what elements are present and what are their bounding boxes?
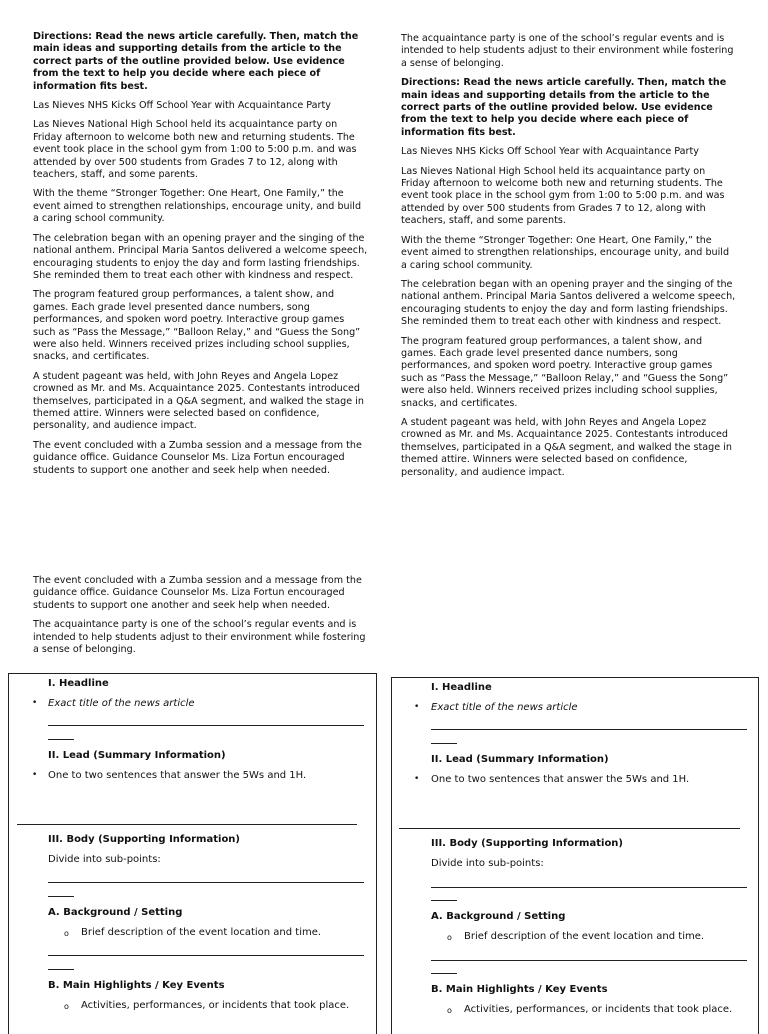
outline-highlights-prompt: Activities, performances, or incidents that took place. bbox=[81, 1000, 350, 1011]
answer-line bbox=[431, 973, 457, 974]
outline-headline-heading: I. Headline bbox=[431, 682, 492, 693]
outline-highlights-prompt: Activities, performances, or incidents that took place. bbox=[464, 1004, 733, 1015]
outline-lead-heading: II. Lead (Summary Information) bbox=[48, 750, 226, 761]
right-article-column bbox=[401, 33, 737, 486]
answer-line bbox=[48, 955, 364, 956]
answer-line bbox=[431, 960, 747, 961]
article-paragraph: A student pageant was held, with John Reyes and Angela Lopez crowned as Mr. and Ms. Acquaintance 2025. Contestants introduced themselves, participated in a Q&A segment, and walked the stage in themed attire. Winners were selected based on confidence, personality, and audience impact. bbox=[33, 370, 364, 432]
outline-highlights-heading: B. Main Highlights / Key Events bbox=[431, 984, 608, 995]
outline-headline-heading: I. Headline bbox=[48, 678, 109, 689]
outline-highlights-heading: B. Main Highlights / Key Events bbox=[48, 980, 225, 991]
answer-line bbox=[399, 828, 740, 829]
outline-body-heading: III. Body (Supporting Information) bbox=[48, 834, 240, 845]
answer-line bbox=[48, 882, 364, 883]
article-paragraph: The acquaintance party is one of the school’s regular events and is intended to help students adjust to their environment while fostering a sense of belonging. bbox=[33, 619, 366, 656]
directions-text: Directions: Read the news article carefully. Then, match the main ideas and supporting details from the article to the correct parts of the outline provided below. Use evidence from the text to help you decide where each piece of information fits best. bbox=[33, 31, 359, 92]
circle-bullet-icon: o bbox=[447, 933, 452, 942]
circle-bullet-icon: o bbox=[64, 1002, 69, 1011]
answer-line bbox=[48, 739, 74, 740]
article-paragraph: The event concluded with a Zumba session and a message from the guidance office. Guidance Counselor Ms. Liza Fortun encouraged students to support one another and seek help when needed. bbox=[33, 439, 362, 476]
outline-background-prompt: Brief description of the event location and time. bbox=[81, 927, 322, 938]
answer-line bbox=[17, 824, 357, 825]
answer-line bbox=[431, 887, 747, 888]
answer-line bbox=[431, 743, 457, 744]
left-article-continuation bbox=[33, 575, 369, 663]
answer-line bbox=[48, 969, 74, 970]
bullet-icon: • bbox=[414, 702, 420, 712]
article-paragraph: The event concluded with a Zumba session and a message from the guidance office. Guidance Counselor Ms. Liza Fortun encouraged students to support one another and seek help when needed. bbox=[33, 575, 362, 611]
article-paragraph: Las Nieves National High School held its acquaintance party on Friday afternoon to welcome both new and returning students. The event took place in the school gym from 1:00 to 5:00 p.m. and was attended by over 500 students from Grades 7 to 12, along with teachers, staff, and some parents. bbox=[401, 165, 725, 227]
article-headline: Las Nieves NHS Kicks Off School Year with Acquaintance Party bbox=[33, 100, 331, 112]
left-article-column bbox=[33, 31, 369, 484]
outline-lead-heading: II. Lead (Summary Information) bbox=[431, 754, 609, 765]
article-paragraph: The celebration began with an opening prayer and the singing of the national anthem. Principal Maria Santos delivered a welcome speech, encouraging students to enjoy the day and form lasting friendships. She reminded them to treat each other with kindness and respect. bbox=[33, 232, 368, 281]
outline-lead-prompt: One to two sentences that answer the 5Ws and 1H. bbox=[431, 774, 690, 785]
article-paragraph: The program featured group performances, a talent show, and games. Each grade level presented dance numbers, song performances, and spoken word poetry. Interactive group games such as “Pass the Message,” “Balloon Relay,” and “Guess the Song” were also held. Winners received prizes including school supplies, snacks, and certificates. bbox=[401, 335, 729, 409]
bullet-icon: • bbox=[32, 698, 38, 708]
answer-line bbox=[431, 729, 747, 730]
outline-panel-right bbox=[391, 677, 759, 1034]
circle-bullet-icon: o bbox=[64, 929, 69, 938]
outline-headline-prompt: Exact title of the news article bbox=[48, 698, 195, 709]
outline-background-heading: A. Background / Setting bbox=[431, 911, 566, 922]
article-paragraph: With the theme “Stronger Together: One Heart, One Family,” the event aimed to strengthen relationships, encourage unity, and build a caring school community. bbox=[33, 188, 362, 225]
answer-line bbox=[48, 896, 74, 897]
outline-background-heading: A. Background / Setting bbox=[48, 907, 183, 918]
circle-bullet-icon: o bbox=[447, 1006, 452, 1015]
article-headline: Las Nieves NHS Kicks Off School Year with Acquaintance Party bbox=[401, 146, 699, 158]
article-paragraph: The program featured group performances, a talent show, and games. Each grade level presented dance numbers, song performances, and spoken word poetry. Interactive group games such as “Pass the Message,” “Balloon Relay,” and “Guess the Song” were also held. Winners received prizes including school supplies, snacks, and certificates. bbox=[33, 289, 361, 363]
outline-panel-left bbox=[8, 673, 377, 1034]
directions-text: Directions: Read the news article carefully. Then, match the main ideas and supporting details from the article to the correct parts of the outline provided below. Use evidence from the text to help you decide where each piece of information fits best. bbox=[401, 77, 727, 138]
outline-subpoints-label: Divide into sub-points: bbox=[431, 858, 544, 869]
outline-subpoints-label: Divide into sub-points: bbox=[48, 854, 161, 865]
article-paragraph: The celebration began with an opening prayer and the singing of the national anthem. Principal Maria Santos delivered a welcome speech, encouraging students to enjoy the day and form lasting friendships. She reminded them to treat each other with kindness and respect. bbox=[401, 278, 736, 328]
article-paragraph: With the theme “Stronger Together: One Heart, One Family,” the event aimed to strengthen relationships, encourage unity, and build a caring school community. bbox=[401, 234, 730, 271]
answer-line bbox=[431, 900, 457, 901]
bullet-icon: • bbox=[32, 770, 38, 780]
article-paragraph: Las Nieves National High School held its acquaintance party on Friday afternoon to welcome both new and returning students. The event took place in the school gym from 1:00 to 5:00 p.m. and was attended by over 500 students from Grades 7 to 12, along with teachers, staff, and some parents. bbox=[33, 119, 357, 181]
outline-body-heading: III. Body (Supporting Information) bbox=[431, 838, 623, 849]
outline-background-prompt: Brief description of the event location and time. bbox=[464, 931, 705, 942]
article-paragraph: A student pageant was held, with John Reyes and Angela Lopez crowned as Mr. and Ms. Acquaintance 2025. Contestants introduced themselves, participated in a Q&A segment, and walked the stage in themed attire. Winners were selected based on confidence, personality, and audience impact. bbox=[401, 416, 732, 478]
answer-line bbox=[48, 725, 364, 726]
outline-lead-prompt: One to two sentences that answer the 5Ws and 1H. bbox=[48, 770, 307, 781]
bullet-icon: • bbox=[414, 774, 420, 784]
outline-headline-prompt: Exact title of the news article bbox=[431, 702, 578, 713]
article-paragraph: The acquaintance party is one of the school’s regular events and is intended to help students adjust to their environment while fostering a sense of belonging. bbox=[401, 33, 734, 69]
